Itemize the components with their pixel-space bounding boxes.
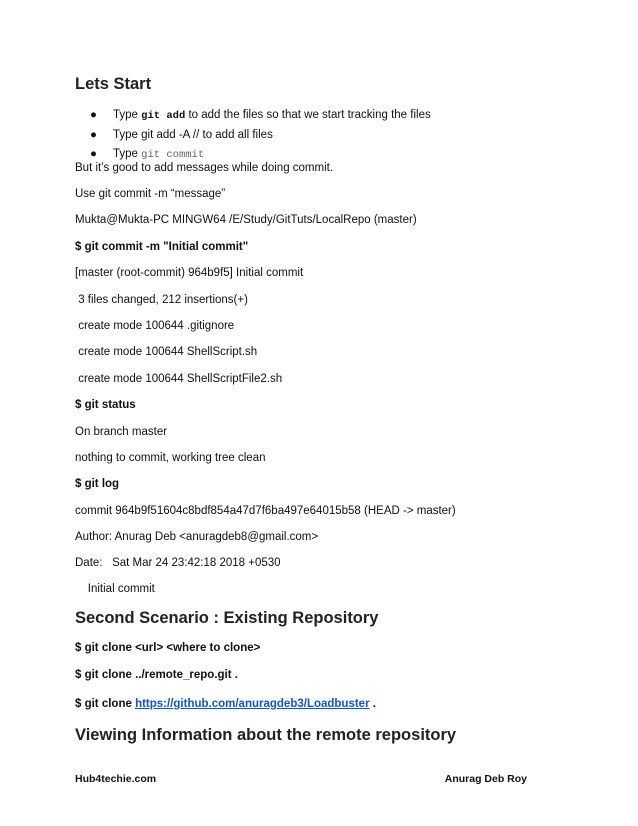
text-good-message: But it’s good to add messages while doing commit.: [75, 162, 334, 174]
bullet-dot-icon: ●: [90, 109, 97, 121]
text-on-branch: On branch master: [75, 426, 168, 438]
bullet-dot-icon: ●: [90, 129, 97, 141]
bullet-item-git-add: [90, 106, 431, 126]
cmd-commit: $ git commit -m "Initial commit": [75, 241, 249, 253]
text-initial-commit: Initial commit: [75, 583, 155, 595]
cmd-text: .: [369, 698, 376, 710]
text-create-mode: create mode 100644 ShellScript.sh: [75, 346, 258, 358]
bullet-text: Type git add -A // to add all files: [113, 129, 273, 141]
text-nothing-to-commit: nothing to commit, working tree clean: [75, 452, 266, 464]
bullet-list: [90, 106, 431, 165]
text-author: Author: Anurag Deb <anuragdeb8@gmail.com>: [75, 531, 319, 543]
text-date: Date: Sat Mar 24 23:42:18 2018 +0530: [75, 557, 281, 569]
text-prompt: Mukta@Mukta-PC MINGW64 /E/Study/GitTuts/LocalRepo (master): [75, 214, 417, 226]
text-use-commit: Use git commit -m “message”: [75, 188, 226, 200]
inline-code: git add: [141, 110, 186, 122]
text-create-mode: create mode 100644 .gitignore: [75, 320, 235, 332]
cmd-log: $ git log: [75, 478, 120, 490]
text-commit-result: [master (root-commit) 964b9f5] Initial commit: [75, 267, 304, 279]
bullet-text: Type: [113, 148, 142, 160]
bullet-text: to add the files so that we start tracking the files: [185, 109, 431, 121]
heading-viewing-info: Viewing Information about the remote repository: [75, 726, 457, 744]
bullet-text: Type: [113, 109, 142, 121]
footer-right: Anurag Deb Roy: [444, 773, 527, 785]
cmd-status: $ git status: [75, 399, 136, 411]
cmd-clone-remote: $ git clone ../remote_repo.git .: [75, 669, 238, 681]
bullet-dot-icon: ●: [90, 148, 97, 160]
text-commit-hash: commit 964b9f51604c8bdf854a47d7f6ba497e64015b58 (HEAD -> master): [75, 505, 456, 517]
heading-lets-start: Lets Start: [75, 75, 152, 93]
footer-left: Hub4techie.com: [75, 773, 157, 785]
text-create-mode: create mode 100644 ShellScriptFile2.sh: [75, 373, 283, 385]
cmd-clone-url: $ git clone <url> <where to clone>: [75, 642, 261, 654]
cmd-clone-github: [75, 697, 376, 711]
inline-code: git commit: [141, 149, 205, 161]
cmd-text: $ git clone: [75, 698, 136, 710]
heading-second-scenario: Second Scenario : Existing Repository: [75, 609, 379, 627]
github-link[interactable]: https://github.com/anuragdeb3/Loadbuster: [135, 698, 370, 710]
text-files-changed: 3 files changed, 212 insertions(+): [75, 294, 248, 306]
bullet-item-git-add-all: [90, 126, 431, 145]
